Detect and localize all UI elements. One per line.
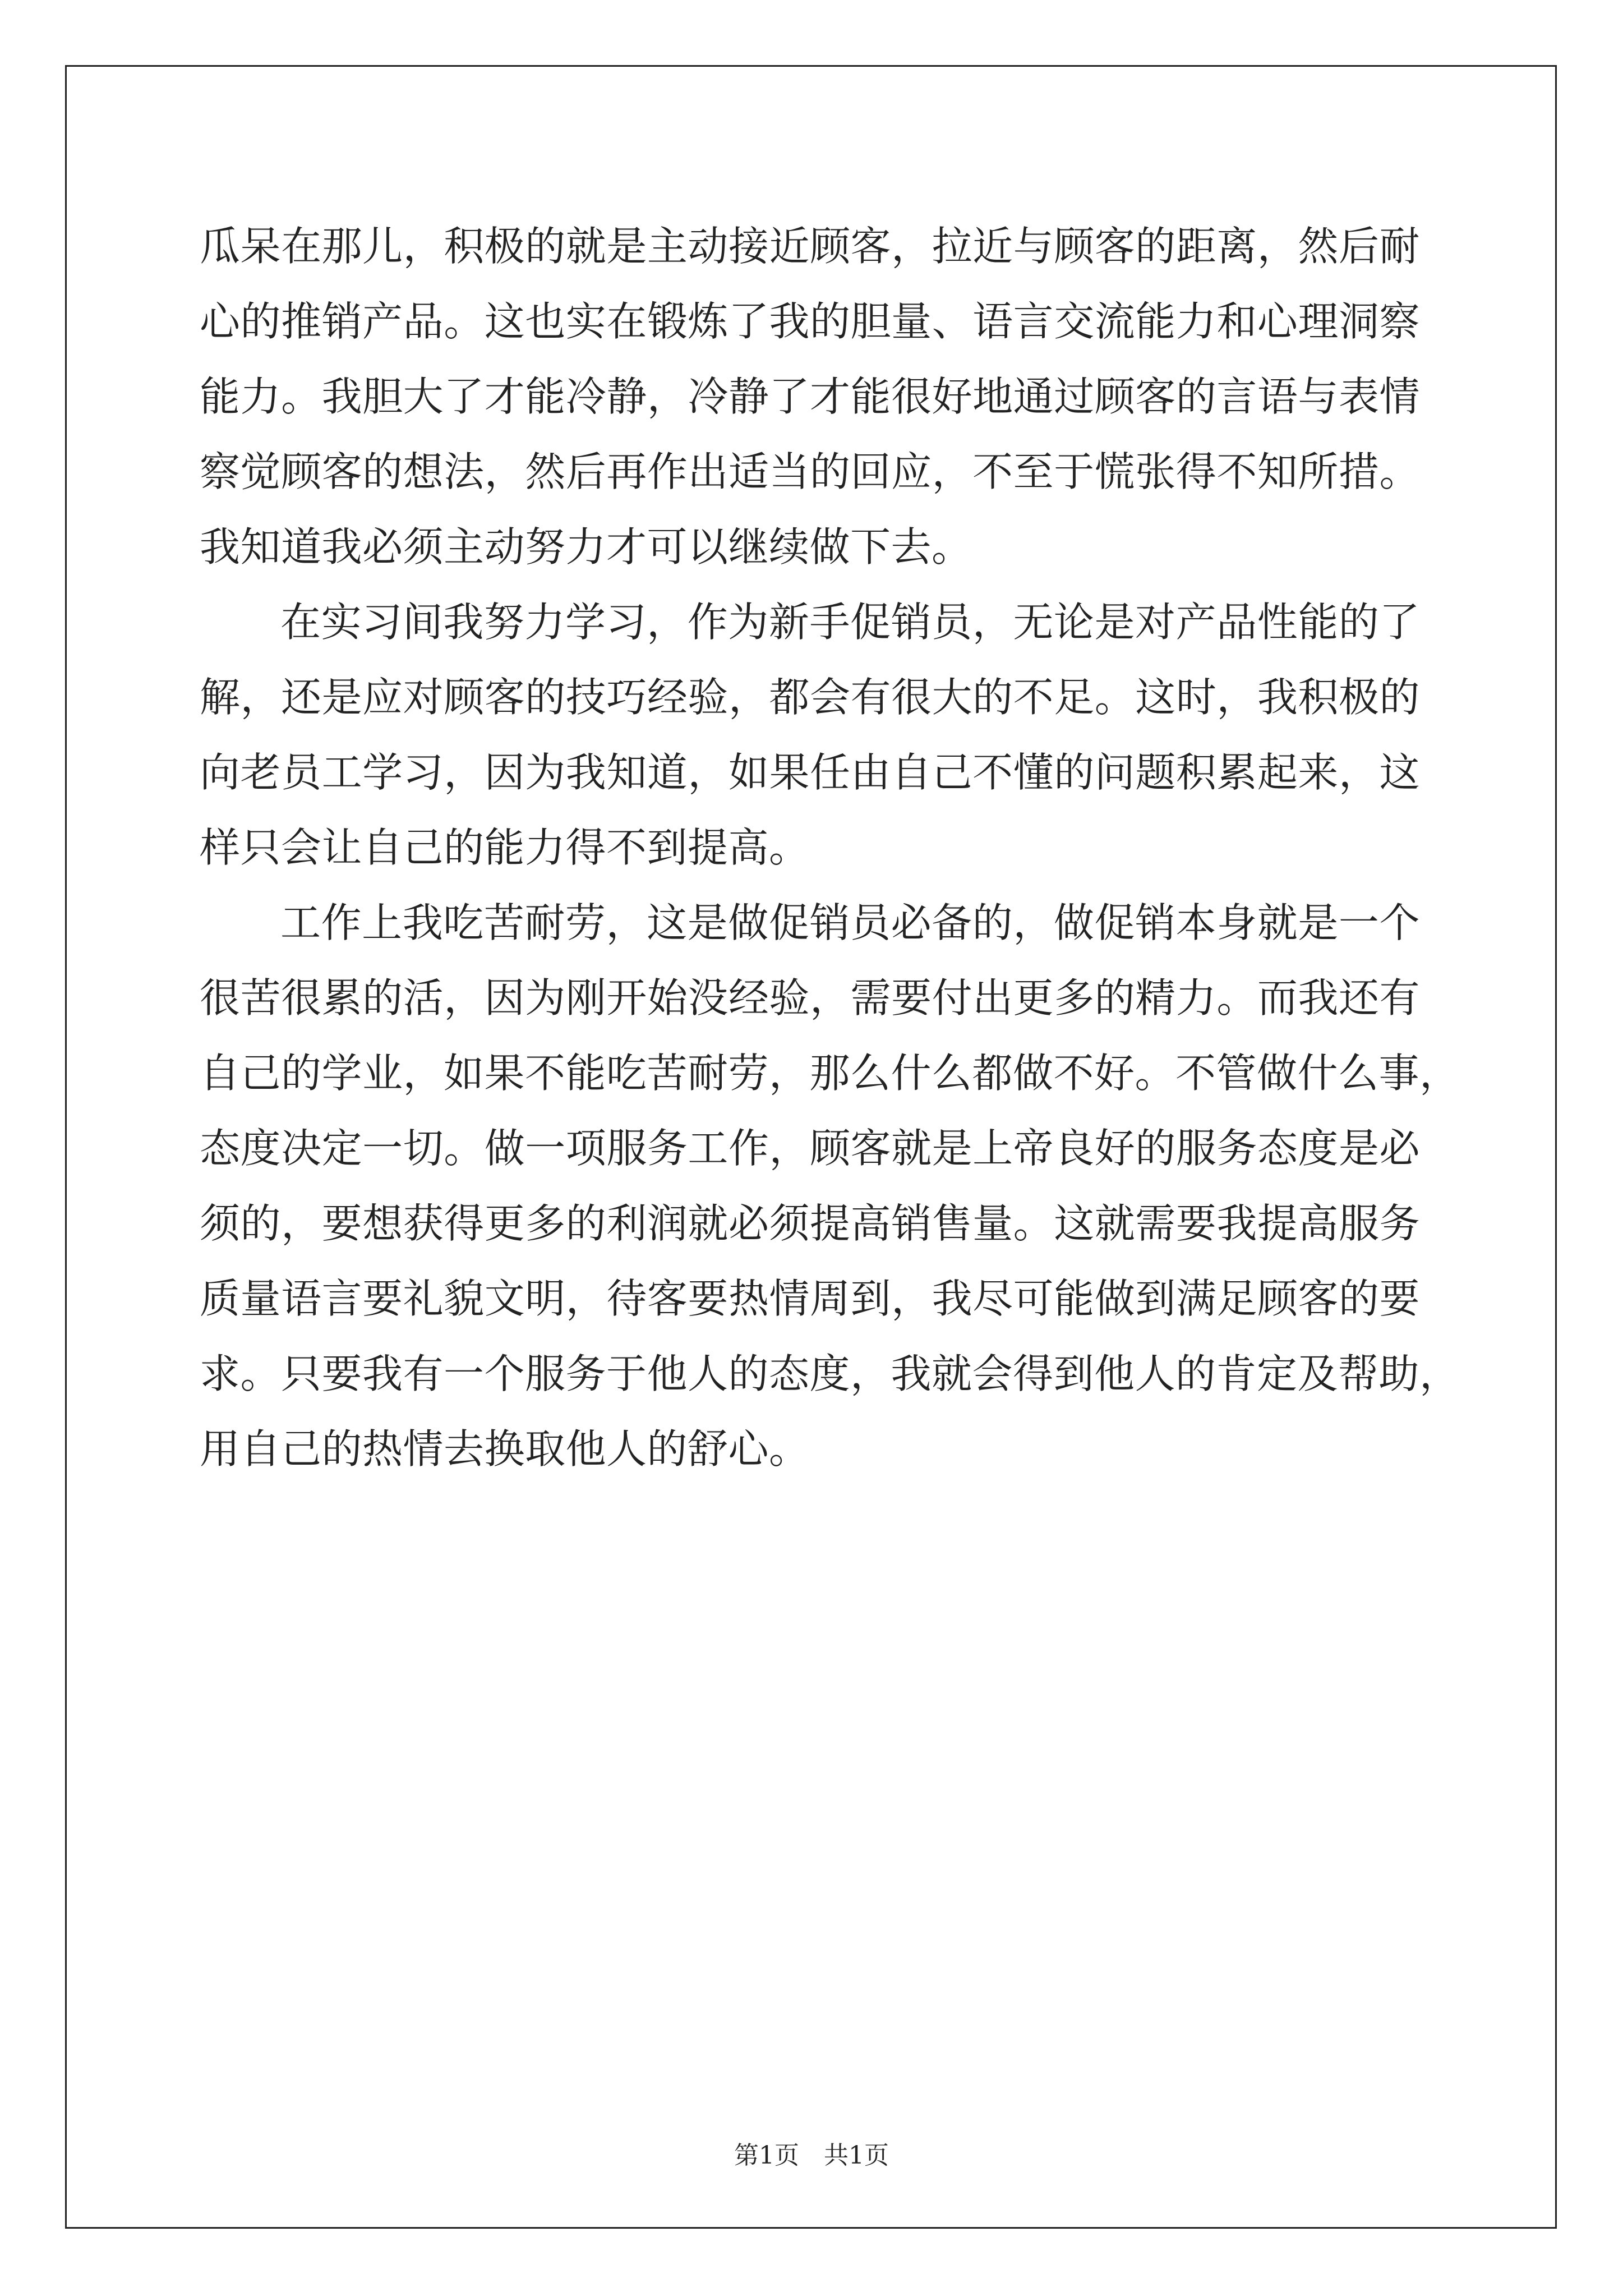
text-line: 求。只要我有一个服务于他人的态度，我就会得到他人的肯定及帮助， — [200, 1350, 1460, 1397]
text-line: 瓜呆在那儿，积极的就是主动接近顾客，拉近与顾客的距离，然后耐 — [200, 223, 1420, 270]
text-line: 质量语言要礼貌文明，待客要热情周到，我尽可能做到满足顾客的要 — [200, 1275, 1420, 1322]
text-line: 很苦很累的活，因为刚开始没经验，需要付出更多的精力。而我还有 — [200, 974, 1420, 1022]
text-line: 向老员工学习，因为我知道，如果任由自己不懂的问题积累起来，这 — [200, 749, 1420, 796]
text-line: 用自己的热情去换取他人的舒心。 — [200, 1425, 810, 1473]
paragraph-first-line: 在实习间我努力学习，作为新手促销员，无论是对产品性能的了 — [280, 599, 1420, 646]
paragraph-first-line: 工作上我吃苦耐劳，这是做促销员必备的，做促销本身就是一个 — [280, 899, 1420, 946]
text-line: 自己的学业，如果不能吃苦耐劳，那么什么都做不好。不管做什么事， — [200, 1050, 1460, 1097]
text-line: 解，还是应对顾客的技巧经验，都会有很大的不足。这时，我积极的 — [200, 674, 1420, 721]
text-line: 样只会让自己的能力得不到提高。 — [200, 824, 810, 871]
text-line: 须的，要想获得更多的利润就必须提高销售量。这就需要我提高服务 — [200, 1200, 1420, 1247]
text-line: 察觉顾客的想法，然后再作出适当的回应，不至于慌张得不知所措。 — [200, 448, 1420, 495]
body-text — [200, 209, 1460, 1487]
text-line: 态度决定一切。做一项服务工作，顾客就是上帝良好的服务态度是必 — [200, 1125, 1420, 1172]
text-line: 我知道我必须主动努力才可以继续做下去。 — [200, 523, 972, 570]
text-line: 能力。我胆大了才能冷静，冷静了才能很好地通过顾客的言语与表情 — [200, 373, 1420, 420]
text-line: 心的推销产品。这也实在锻炼了我的胆量、语言交流能力和心理洞察 — [200, 298, 1420, 345]
page-number-footer: 第1页 共1页 — [734, 2141, 889, 2170]
